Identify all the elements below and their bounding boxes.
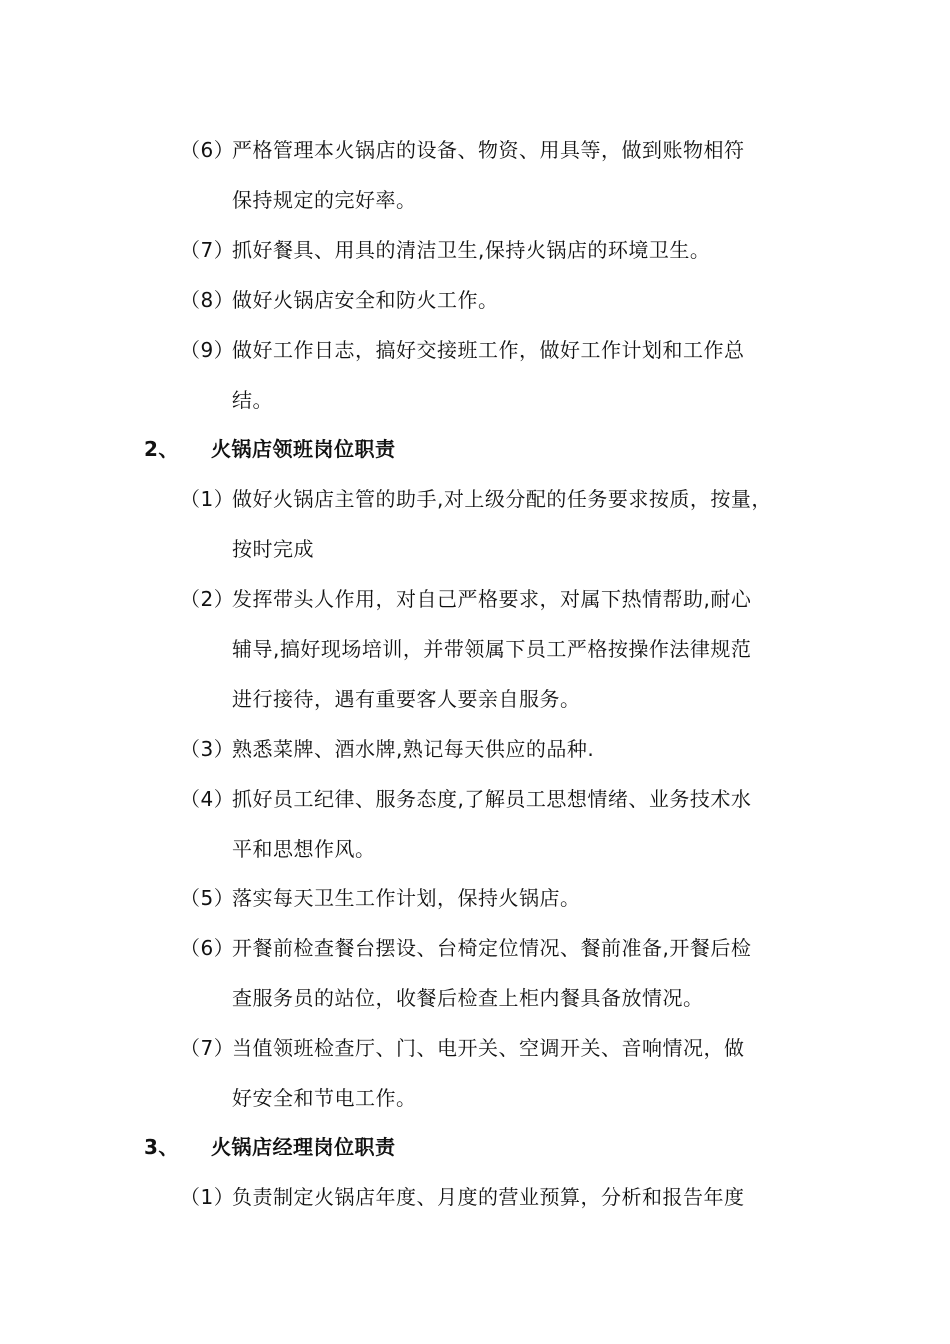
section-number: 2、 — [144, 437, 179, 461]
item-text: 结。 — [232, 388, 273, 412]
item-text: 做好工作日志，搞好交接班工作，做好工作计划和工作总 — [232, 338, 745, 362]
item-text: 做好火锅店主管的助手,对上级分配的任务要求按质，按量， — [232, 487, 772, 511]
item-text: 熟悉菜牌、酒水牌,熟记每天供应的品种. — [232, 737, 595, 761]
item-text: 好安全和节电工作。 — [232, 1086, 417, 1110]
item-text: 抓好餐具、用具的清洁卫生,保持火锅店的环境卫生。 — [232, 238, 711, 262]
item-text: 严格管理本火锅店的设备、物资、用具等，做到账物相符 — [232, 138, 745, 162]
item-number: （5） — [180, 886, 235, 910]
item-text: 抓好员工纪律、服务态度,了解员工思想情绪、业务技术水 — [232, 787, 752, 811]
item-text: 辅导,搞好现场培训，并带领属下员工严格按操作法律规范 — [232, 637, 752, 661]
item-number: （6） — [180, 138, 235, 162]
item-number: （9） — [180, 338, 235, 362]
item-number: （4） — [180, 787, 235, 811]
item-number: （3） — [180, 737, 235, 761]
item-text: 负责制定火锅店年度、月度的营业预算，分析和报告年度 — [232, 1185, 745, 1209]
item-text: 当值领班检查厅、门、电开关、空调开关、音响情况，做 — [232, 1036, 745, 1060]
item-number: （1） — [180, 1185, 235, 1209]
item-number: （2） — [180, 587, 235, 611]
item-text: 开餐前检查餐台摆设、台椅定位情况、餐前准备,开餐后检 — [232, 936, 752, 960]
item-text: 发挥带头人作用，对自己严格要求，对属下热情帮助,耐心 — [232, 587, 752, 611]
item-number: （8） — [180, 288, 235, 312]
item-text: 查服务员的站位，收餐后检查上柜内餐具备放情况。 — [232, 986, 704, 1010]
item-text: 平和思想作风。 — [232, 837, 376, 861]
section-number: 3、 — [144, 1135, 179, 1159]
item-text: 按时完成 — [232, 537, 314, 561]
item-text: 落实每天卫生工作计划，保持火锅店。 — [232, 886, 581, 910]
item-number: （7） — [180, 238, 235, 262]
item-number: （6） — [180, 936, 235, 960]
item-number: （1） — [180, 487, 235, 511]
item-text: 保持规定的完好率。 — [232, 188, 417, 212]
item-number: （7） — [180, 1036, 235, 1060]
item-text: 做好火锅店安全和防火工作。 — [232, 288, 499, 312]
section-title: 火锅店领班岗位职责 — [211, 437, 396, 461]
section-title: 火锅店经理岗位职责 — [211, 1135, 396, 1159]
item-text: 进行接待，遇有重要客人要亲自服务。 — [232, 687, 581, 711]
